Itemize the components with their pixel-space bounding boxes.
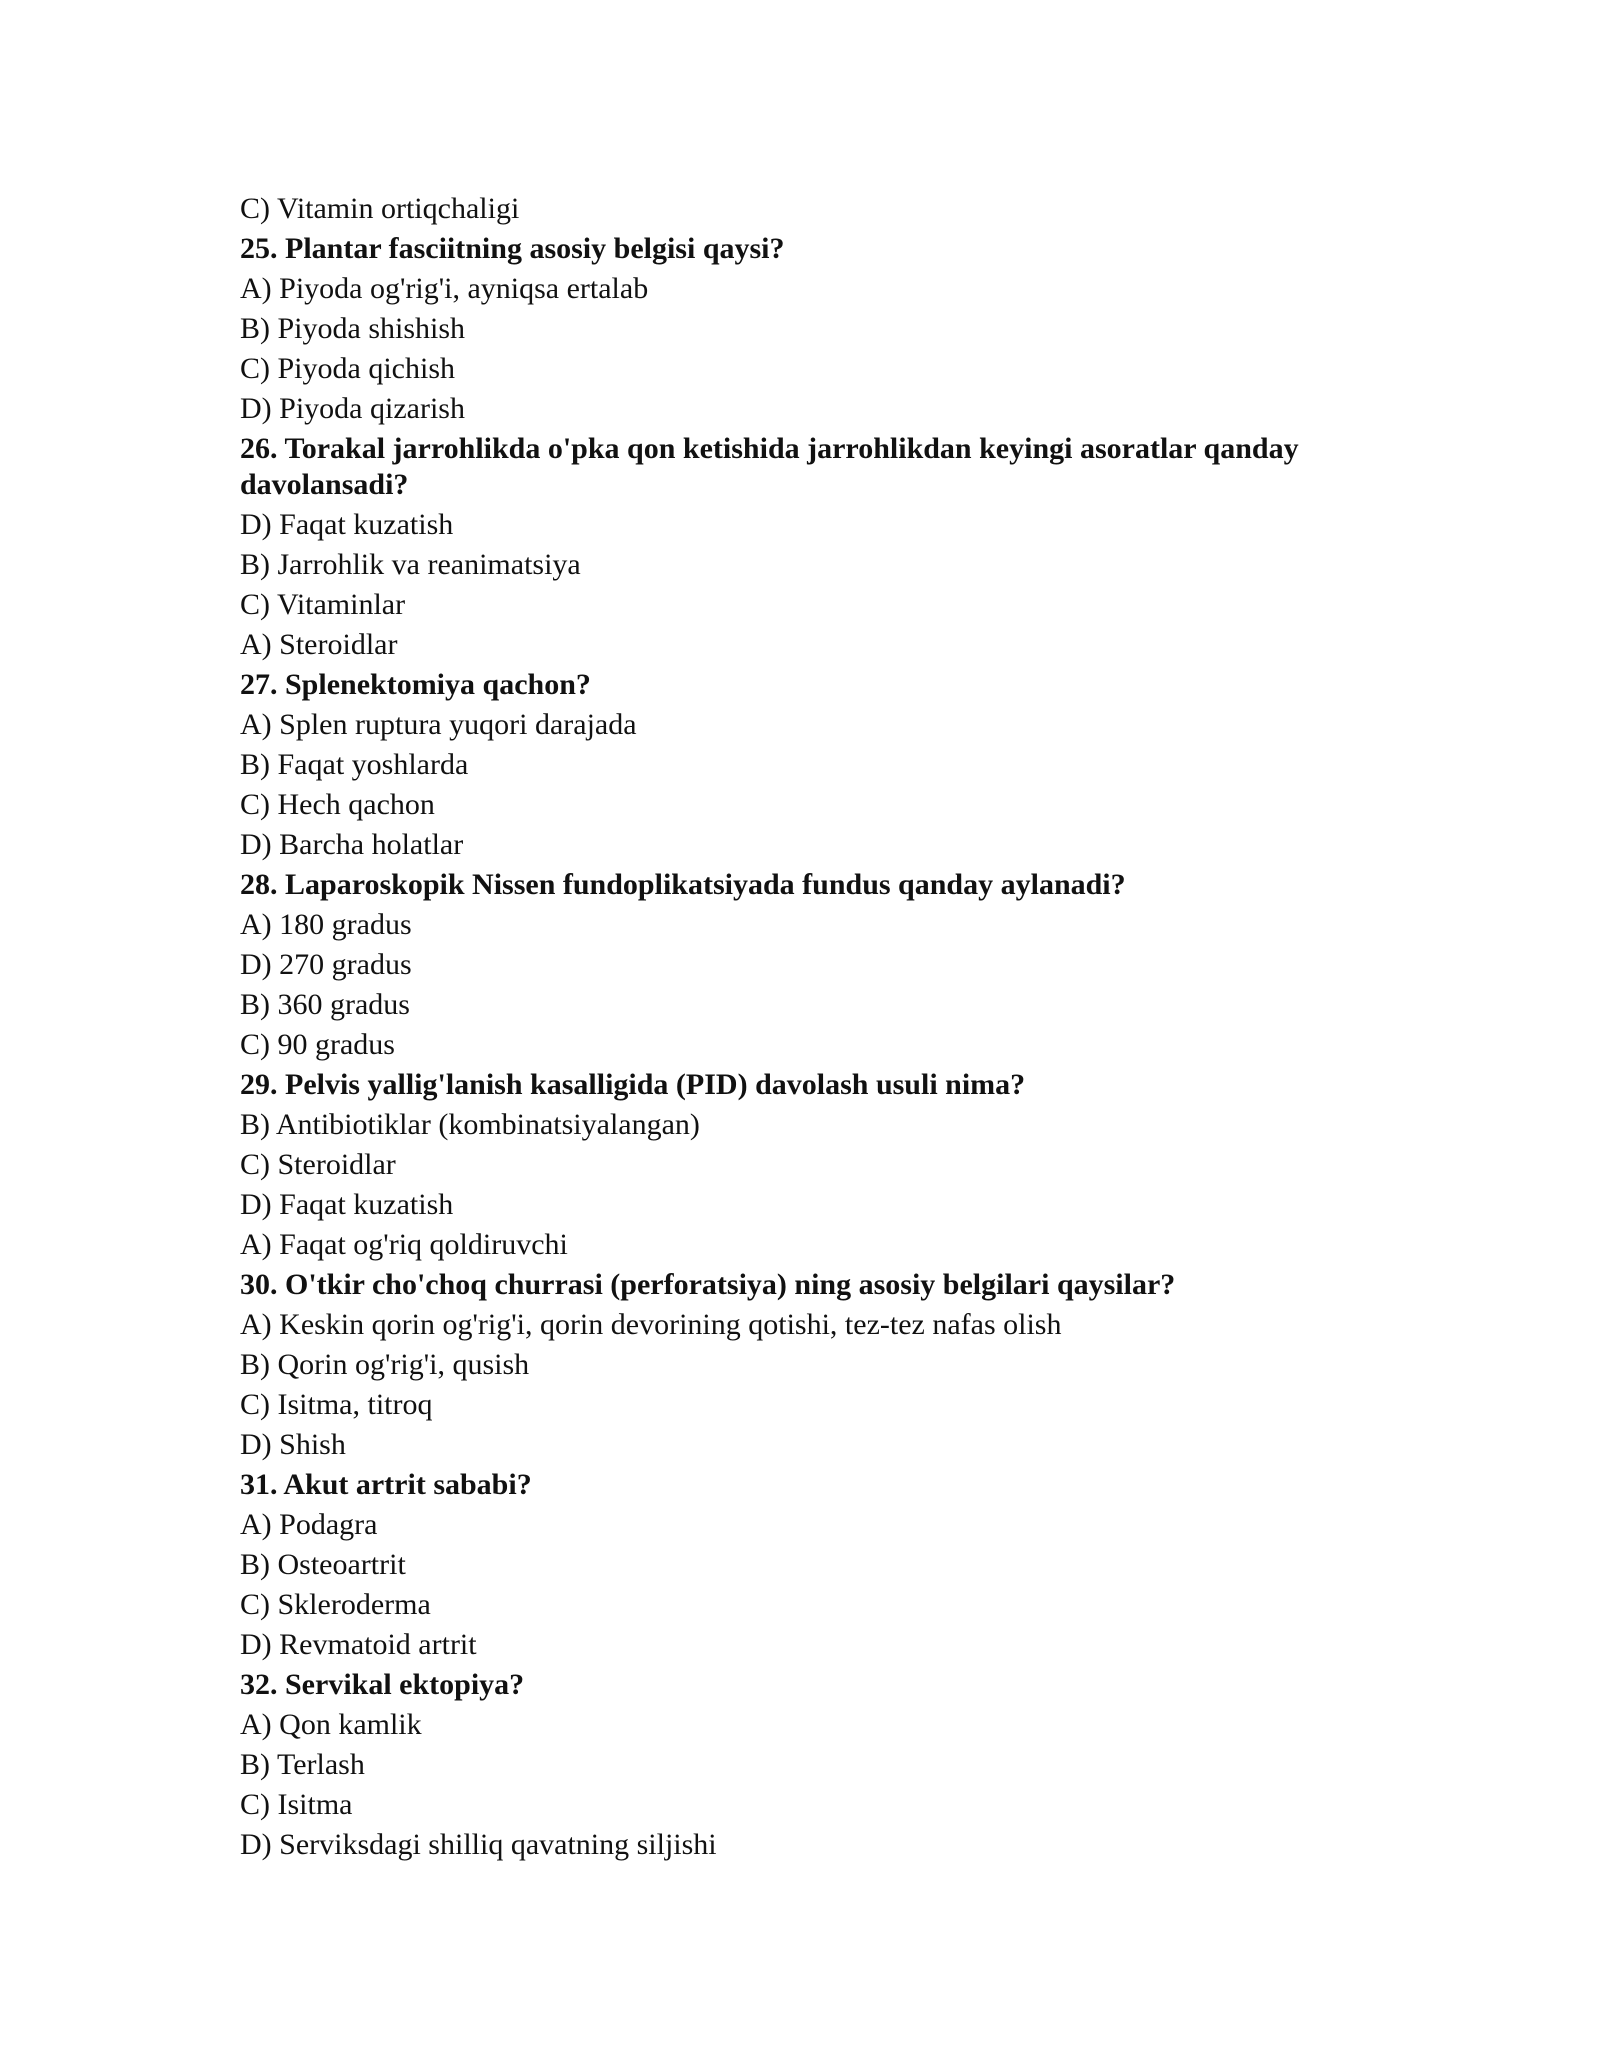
- question-text: 25. Plantar fasciitning asosiy belgisi qaysi?: [240, 232, 785, 265]
- answer-option: C) 90 gradus: [240, 1028, 395, 1061]
- question-block: [240, 1665, 1370, 1865]
- question-text: 30. O'tkir cho'choq churrasi (perforatsiya) ning asosiy belgilari qaysilar?: [240, 1268, 1176, 1301]
- answer-option: C) Vitaminlar: [240, 588, 406, 621]
- question-block: [240, 865, 1370, 1065]
- answer-option: D) 270 gradus: [240, 948, 412, 981]
- question-block: [240, 665, 1370, 865]
- answer-option: A) Keskin qorin og'rig'i, qorin devorining qotishi, tez-tez nafas olish: [240, 1308, 1062, 1341]
- answer-option: D) Barcha holatlar: [240, 828, 464, 861]
- answer-option: D) Revmatoid artrit: [240, 1628, 477, 1661]
- question-block: [240, 229, 1370, 429]
- question-text: 32. Servikal ektopiya?: [240, 1668, 525, 1701]
- answer-option: C) Steroidlar: [240, 1148, 396, 1181]
- answer-option: B) Jarrohlik va reanimatsiya: [240, 548, 581, 581]
- answer-option: A) 180 gradus: [240, 908, 412, 941]
- question-text: 26. Torakal jarrohlikda o'pka qon ketishida jarrohlikdan keyingi asoratlar qanday davolansadi?: [240, 432, 1299, 501]
- answer-option: C) Vitamin ortiqchaligi: [240, 192, 520, 225]
- answer-option: C) Hech qachon: [240, 788, 435, 821]
- question-text: 29. Pelvis yallig'lanish kasalligida (PID) davolash usuli nima?: [240, 1068, 1026, 1101]
- answer-option: B) Terlash: [240, 1748, 365, 1781]
- answer-option: A) Piyoda og'rig'i, ayniqsa ertalab: [240, 272, 649, 305]
- answer-option: B) Antibiotiklar (kombinatsiyalangan): [240, 1108, 700, 1141]
- answer-option: C) Piyoda qichish: [240, 352, 455, 385]
- answer-option: A) Steroidlar: [240, 628, 398, 661]
- question-block: [240, 1465, 1370, 1665]
- question-block: [240, 1265, 1370, 1465]
- question-text: 27. Splenektomiya qachon?: [240, 668, 591, 701]
- answer-option: C) Isitma: [240, 1788, 353, 1821]
- answer-option: B) 360 gradus: [240, 988, 410, 1021]
- question-text: 31. Akut artrit sababi?: [240, 1468, 532, 1501]
- answer-option: B) Osteoartrit: [240, 1548, 406, 1581]
- answer-option: C) Isitma, titroq: [240, 1388, 433, 1421]
- question-text: 28. Laparoskopik Nissen fundoplikatsiyada fundus qanday aylanadi?: [240, 868, 1126, 901]
- answer-option: A) Qon kamlik: [240, 1708, 422, 1741]
- answer-option: A) Splen ruptura yuqori darajada: [240, 708, 637, 741]
- document-page: [240, 189, 1370, 1865]
- answer-option: D) Shish: [240, 1428, 346, 1461]
- question-block: [240, 429, 1370, 665]
- answer-option: D) Serviksdagi shilliq qavatning siljishi: [240, 1828, 717, 1861]
- answer-option: A) Podagra: [240, 1508, 378, 1541]
- answer-option: D) Faqat kuzatish: [240, 508, 454, 541]
- answer-option: C) Skleroderma: [240, 1588, 431, 1621]
- answer-option: B) Qorin og'rig'i, qusish: [240, 1348, 530, 1381]
- answer-option: D) Faqat kuzatish: [240, 1188, 454, 1221]
- answer-option: B) Faqat yoshlarda: [240, 748, 469, 781]
- answer-option: B) Piyoda shishish: [240, 312, 466, 345]
- answer-option: D) Piyoda qizarish: [240, 392, 465, 425]
- answer-option: A) Faqat og'riq qoldiruvchi: [240, 1228, 568, 1261]
- question-block: [240, 1065, 1370, 1265]
